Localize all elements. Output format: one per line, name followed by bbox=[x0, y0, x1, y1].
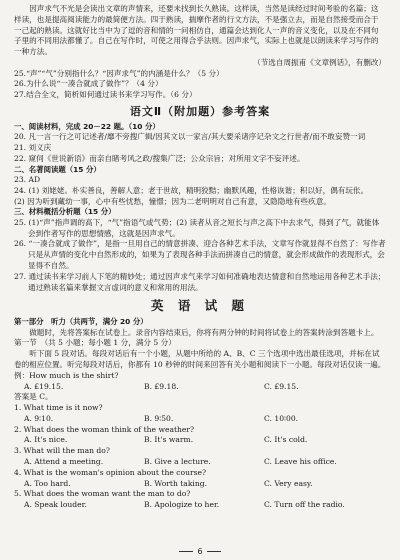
options-row bbox=[14, 457, 386, 468]
question-26: 26.为什么说“一凑合就成了做作”？（4 分） bbox=[14, 79, 163, 89]
passage-paragraph: 因声求气不光是会读出文章的声情来，还要未找到长久熟读。这样读，当然是读经过时间考验的名篇；这样读，也是提高阅读能力的最简便方法。四于熟读，揣摩作者的行文方法，不是强立去，而是自然接受而合于一己起的熟读。这就好比当中为了逗的音和情的一问相仿自，通篇会达到化人一声的音义变化，以及在不同句子里的不同用法都懂了。自己在写作时，可使之用得合乎法则。因声求气，实际上也就是以朗读来学习写作的一种方法。 bbox=[14, 4, 379, 57]
section-2-heading: 二、名著阅读题（15 分） bbox=[14, 164, 101, 174]
option-c: C. £9.15. bbox=[264, 381, 299, 391]
option-c: C. Very easy. bbox=[264, 478, 313, 488]
listening-question-3 bbox=[14, 446, 386, 468]
footer-rule-left bbox=[179, 551, 193, 552]
listening-question-5 bbox=[14, 489, 386, 511]
question-25: 25.“声”“气”分别指什么？“因声求气”的内涵是什么？（5 分） bbox=[14, 68, 224, 78]
option-b: B. Give a lecture. bbox=[144, 456, 211, 466]
option-c: C. Turn off the radio. bbox=[264, 500, 345, 510]
section-1-heading: 一、阅读材料，完成 20－22 题。（10 分） bbox=[14, 121, 160, 131]
option-a: A. It's nice. bbox=[24, 435, 68, 445]
example-answer: 答案是 C。 bbox=[14, 392, 53, 402]
option-c: C. 10∶00. bbox=[264, 413, 299, 423]
answer-27: 27. 通过读书来学习前人下笔的精妙处；通过因声求气来学习如何准确地表达情意和自然地运用各种艺术手法；通过熟读名篇来掌握文言虚词的意义和常用的用法。 bbox=[14, 271, 386, 292]
part-1-intro: 做题时，先将答案标在试卷上。录音内容结束后，你将有两分钟的时间将试卷上的答案转涂到答题卡上。 bbox=[29, 327, 379, 337]
question-text: 3. What will the man do? bbox=[14, 446, 110, 456]
listening-question-4 bbox=[14, 468, 386, 490]
part-1-heading: 第一部分 听力（共两节，满分 20 分） bbox=[14, 317, 148, 327]
option-b: B. Apologize to her. bbox=[144, 500, 220, 510]
answer-24-2: (2) 因为听到藏幼一事，心中有些忧愁，憧憬；因为二老明明对自己有意，又隐隐地有些疚意。 bbox=[14, 196, 331, 206]
section-3-heading: 三、材料概括分析题（15 分） bbox=[14, 207, 116, 217]
footer-rule-right bbox=[207, 551, 221, 552]
question-text: 2. What does the woman think of the weather? bbox=[14, 424, 195, 434]
question-text: 1. What time is it now? bbox=[14, 403, 103, 413]
page-number: 6 bbox=[197, 546, 203, 556]
option-c: C. It's cold. bbox=[264, 435, 308, 445]
page-footer bbox=[0, 546, 400, 557]
answer-24-1: 24. (1) 刘姥姥。朴实善良，善解人意；老于世故，精明狡黠；幽默风趣，性格诙谐；积以好，偶有玩伥。 bbox=[14, 185, 369, 195]
option-b: B. 9∶50. bbox=[144, 413, 174, 423]
options-row bbox=[14, 479, 386, 490]
answer-key-title: 语文Ⅱ（附加题）参考答案 bbox=[129, 105, 271, 119]
answer-20: 20. 凡一言一行之可记述者/靡不旁搜广辑/因其文以一家言/其大要采诸序记杂文之行世者/而不敢妄赞一词 bbox=[14, 132, 366, 142]
option-b: B. It's warm. bbox=[144, 435, 194, 445]
option-a: A. Attend a meeting. bbox=[24, 456, 104, 466]
listening-question-1 bbox=[14, 403, 386, 425]
answer-22: 22. 窥伺《世说新语》而亲自睹考风之政/搜集广泛；公众宗旨；对所用文字不妄评述。 bbox=[14, 153, 305, 163]
option-b: B. £9.18. bbox=[144, 381, 179, 391]
answer-23: 23. AD bbox=[14, 175, 41, 185]
option-a: A. £19.15. bbox=[24, 381, 64, 391]
option-c: C. Leave his office. bbox=[264, 456, 337, 466]
option-a: A. Too hard. bbox=[24, 478, 71, 488]
english-exam-title: 英 语 试 题 bbox=[150, 298, 250, 314]
option-a: A. Speak louder. bbox=[24, 500, 87, 510]
answer-26: 26. “一凑合就成了做作”，是指一旦用自己的情意拼凑、迎合各种艺术手法，文章写作就显得不自然了：写作者只是从声情的变化中自然形成的，如果为了表现各种手法而拼凑自己的情意，就会形成做作的表现形式，会显得不自然。 bbox=[14, 239, 386, 270]
option-b: B. Worth taking. bbox=[144, 478, 208, 488]
options-row bbox=[14, 500, 386, 511]
options-row bbox=[14, 414, 386, 425]
answer-25: 25. (1)“声”指声调的高下，“气”指语气或气势；(2) 读者从音之短长与声之高下中去求气，得到了气，就能体会到作者写作的思想情感，这就是因声求气。 bbox=[14, 217, 380, 238]
question-text: 4. What is the woman's opinion about the course? bbox=[14, 467, 207, 477]
options-row bbox=[14, 435, 386, 446]
section-1-listening-heading: 第一节 （共 5 小题；每小题 1 分，满分 5 分） bbox=[14, 338, 176, 348]
question-27: 27.结合全文，简析如何通过读书来学习写作。（6 分） bbox=[14, 90, 197, 100]
answer-21: 21. 刘义庆 bbox=[14, 142, 52, 152]
section-1-listening-intro: 听下面 5 段对话。每段对话后有一个小题，从题中所给的 A、B、C 三个选项中选出最佳选项，并标在试卷的相应位置。听完每段对话后，你都有 10 秒钟的时间来回答有关小题和阅读下一小题。每段对话仅读一遍。 bbox=[14, 349, 386, 369]
passage-source: （节选自周振甫《文章例话》，有删改） bbox=[253, 57, 386, 67]
question-text: 5. What does the woman want the man to do? bbox=[14, 489, 191, 499]
example-options bbox=[14, 382, 386, 393]
option-a: A. 9∶10. bbox=[24, 413, 54, 423]
example-question: 例：How much is the shirt? bbox=[14, 370, 119, 380]
listening-question-2 bbox=[14, 425, 386, 447]
